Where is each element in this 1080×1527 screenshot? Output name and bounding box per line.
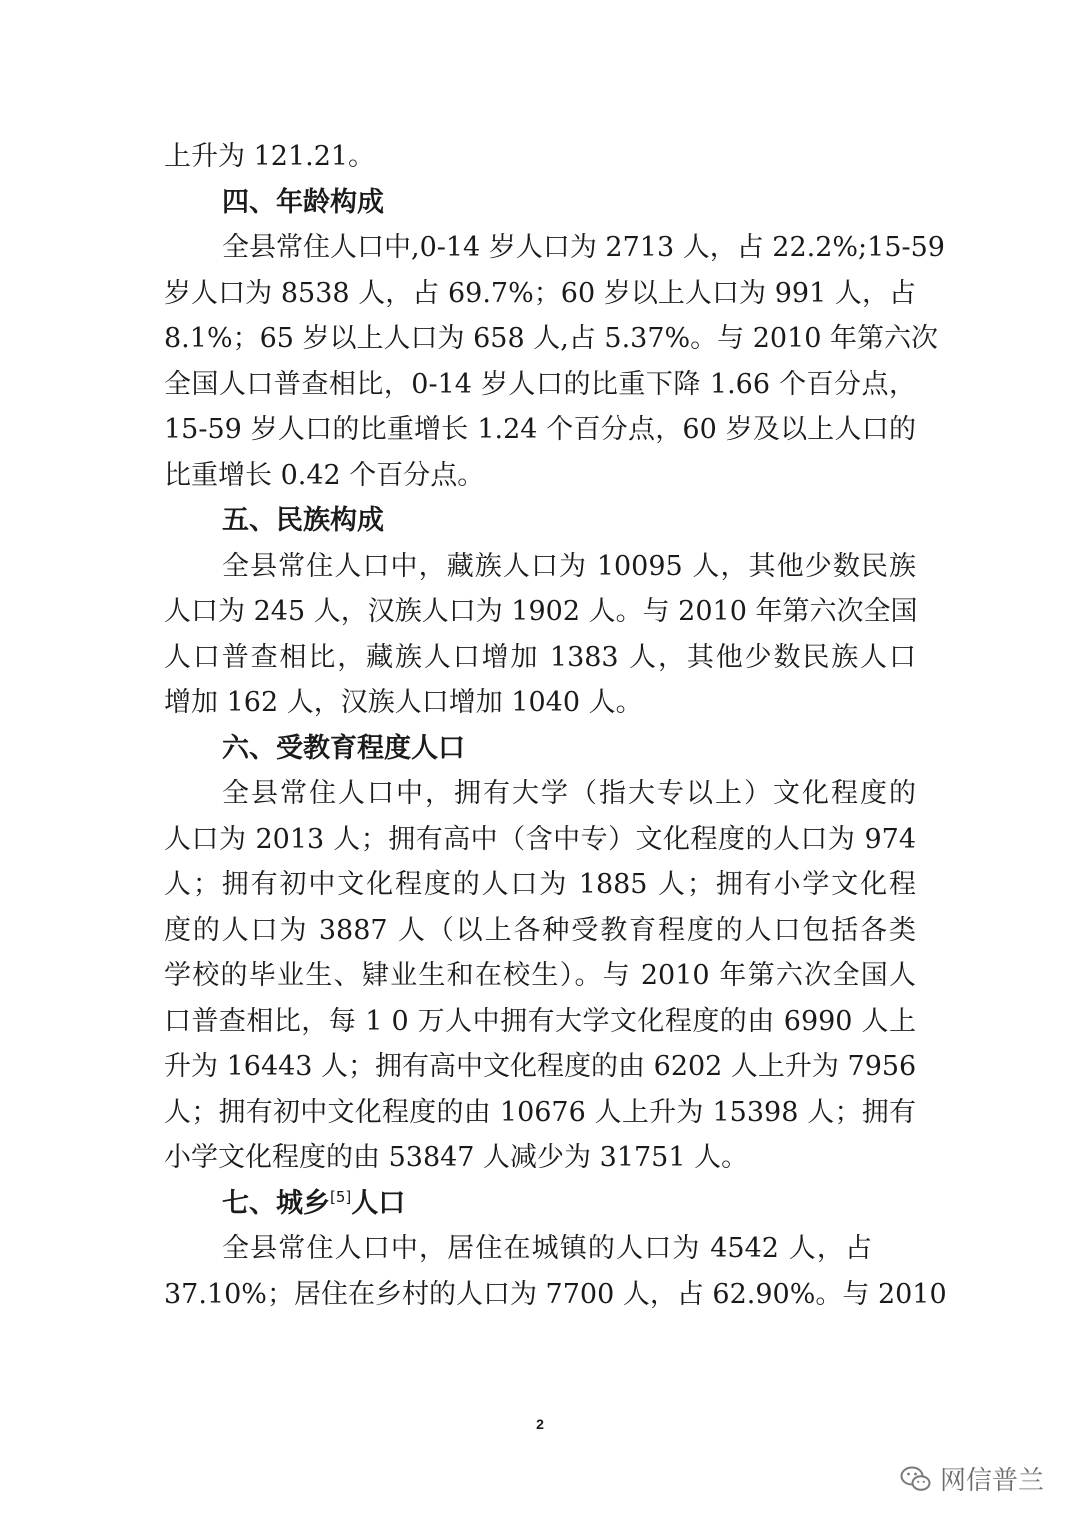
text-line: 人；拥有初中文化程度的人口为 1885 人；拥有小学文化程 [164, 869, 916, 900]
text-line: 人；拥有初中文化程度的由 10676 人上升为 15398 人；拥有 [164, 1096, 916, 1128]
section-heading-urban-rural [164, 1181, 916, 1227]
text-line: 15-59 岁人口的比重增长 1.24 个百分点，60 岁及以上人口的 [164, 414, 916, 445]
text-line: 人口为 2013 人；拥有高中（含中专）文化程度的人口为 974 [164, 823, 916, 855]
watermark-text: 网信普兰 [939, 1466, 1044, 1496]
text-line: 全县常住人口中,0-14 岁人口为 2713 人，占 22.2%;15-59 [222, 232, 945, 263]
text-line: 升为 16443 人；拥有高中文化程度的由 6202 人上升为 7956 [164, 1051, 917, 1082]
text-line: 人口为 245 人，汉族人口为 1902 人。与 2010 年第六次全国 [164, 596, 918, 627]
section-heading-age: 四、年龄构成 [222, 186, 384, 218]
text-line: 8.1%；65 岁以上人口为 658 人,占 5.37%。与 2010 年第六次 [164, 323, 939, 354]
text-line: 37.10%；居住在乡村的人口为 7700 人，占 62.90%。与 2010 [164, 1278, 947, 1310]
watermark [900, 1460, 1044, 1497]
text-line: 岁人口为 8538 人，占 69.7%；60 岁以上人口为 991 人，占 [164, 277, 916, 309]
text-line: 比重增长 0.42 个百分点。 [164, 459, 485, 491]
document-body [164, 134, 947, 1317]
text-line: 上升为 121.21。 [164, 141, 376, 172]
text-line: 人口普查相比，藏族人口增加 1383 人，其他少数民族人口 [164, 641, 916, 673]
footnote-reference[interactable]: [5] [330, 1187, 352, 1206]
text-line: 全县常住人口中，藏族人口为 10095 人，其他少数民族 [222, 550, 916, 582]
text-line: 全县常住人口中，拥有大学（指大专以上）文化程度的 [222, 778, 916, 809]
text-line: 全国人口普查相比，0-14 岁人口的比重下降 1.66 个百分点， [164, 368, 916, 400]
text-line: 度的人口为 3887 人（以上各种受教育程度的人口包括各类 [164, 914, 916, 946]
page-number: 2 [536, 1416, 544, 1432]
section-heading-ethnicity: 五、民族构成 [222, 505, 384, 536]
heading-text: 七、城乡 [222, 1187, 330, 1219]
text-line: 全县常住人口中，居住在城镇的人口为 4542 人，占 [222, 1233, 872, 1264]
heading-text: 人口 [351, 1187, 406, 1219]
wechat-icon [900, 1465, 932, 1493]
text-line: 学校的毕业生、肄业生和在校生）。与 2010 年第六次全国人 [164, 960, 916, 991]
text-line: 小学文化程度的由 53847 人减少为 31751 人。 [164, 1142, 749, 1173]
text-line: 口普查相比，每 1 0 万人中拥有大学文化程度的由 6990 人上 [164, 1005, 916, 1037]
section-heading-education: 六、受教育程度人口 [222, 732, 465, 764]
text-line: 增加 162 人，汉族人口增加 1040 人。 [164, 687, 643, 718]
